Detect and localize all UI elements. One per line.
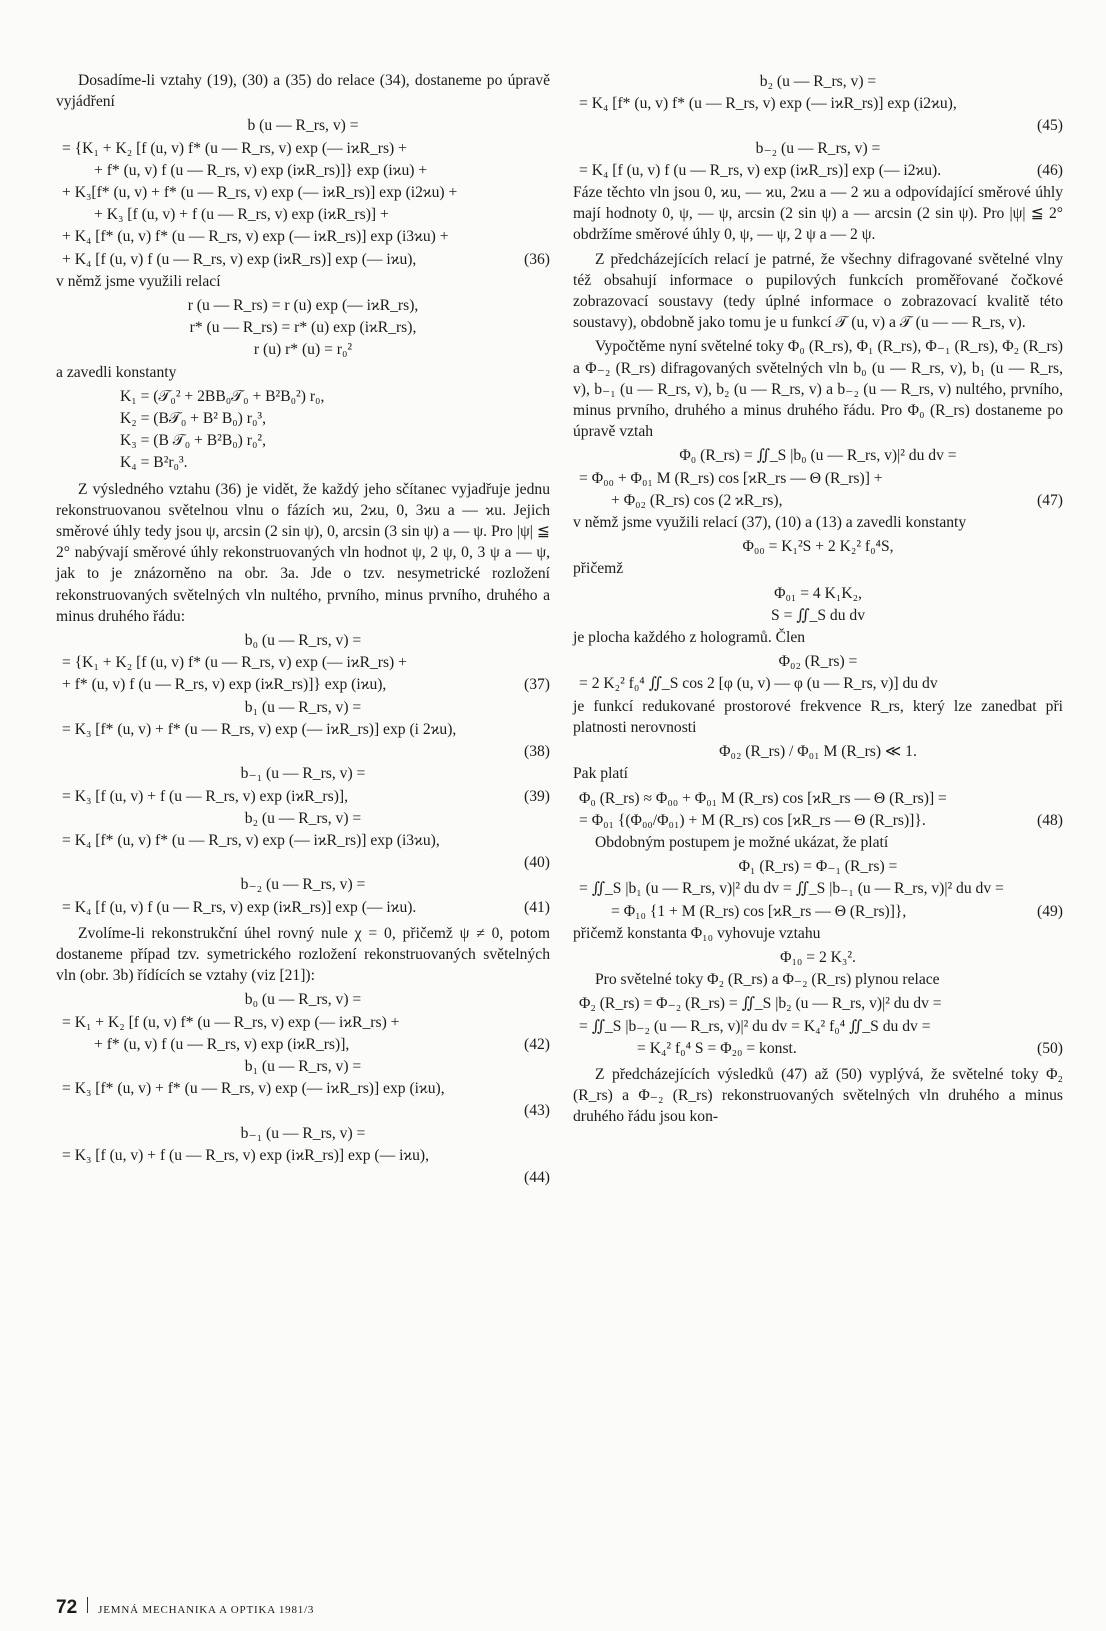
equation-number: (41) bbox=[524, 898, 550, 916]
constants-intro: a zavedli konstanty bbox=[56, 363, 177, 381]
relations-block bbox=[56, 295, 550, 361]
equation-number: (38) bbox=[524, 743, 550, 761]
equation-line: = K₃ [f (u, v) + f (u — R_rs, v) exp (iϰR_rs)], bbox=[62, 787, 348, 805]
equation-line: Φ₀₂ (R_rs) = bbox=[778, 653, 858, 671]
equation-line: = K₃ [f* (u, v) + f* (u — R_rs, v) exp (— iϰR_rs)] exp (iϰu), bbox=[62, 1080, 445, 1098]
equation-50 bbox=[573, 993, 1063, 1059]
equation-line: b₋₁ (u — R_rs, v) = bbox=[240, 1124, 366, 1142]
equation-49 bbox=[573, 856, 1063, 922]
equation-line: = Φ₁₀ {1 + M (R_rs) cos [ϰR_rs — Θ (R_rs)]}, bbox=[611, 902, 907, 920]
equation-line: b₋₂ (u — R_rs, v) = bbox=[755, 139, 881, 157]
equation-line: + f* (u, v) f (u — R_rs, v) exp (iϰR_rs)]} exp (iϰu), bbox=[62, 676, 387, 694]
equation-line: = 2 K₂² f₀⁴ ∬_S cos 2 [φ (u, v) — φ (u — R_rs, v)] du dv bbox=[579, 675, 938, 693]
equation-line: b₂ (u — R_rs, v) = bbox=[244, 809, 362, 827]
equation-line: b₀ (u — R_rs, v) = bbox=[244, 991, 362, 1009]
used-relations-paragraph: v němž jsme využili relací (37), (10) a (13) a zavedli konstanty bbox=[573, 514, 967, 532]
constant-paragraph: přičemž konstanta Φ₁₀ vyhovuje vztahu bbox=[573, 924, 821, 942]
flux-paragraph: Vypočtěme nyní světelné toky Φ₀ (R_rs), Φ₁ (R_rs), Φ₋₁ (R_rs), Φ₂ (R_rs) a Φ₋₂ (R_rs) difragovaných světelných vln b₀ (u — R_rs, v), b₁ (u — R_rs, v), b₋₁ (u — R_rs, v), b₂ (u — R_rs, v) a b₋₂ (u — R_rs, v) nultého, prvního, minus prvního, druhého a minus druhého řádu. Pro Φ₀ (R_rs) dostaneme po úpravě vztah bbox=[573, 338, 1063, 441]
equation-40 bbox=[56, 808, 550, 874]
relations-intro: v němž jsme využili relací bbox=[56, 272, 221, 290]
constant-line: K₄ = B²r₀³. bbox=[120, 454, 188, 472]
equation-line: = K₃ [f (u, v) + f (u — R_rs, v) exp (iϰR_rs)] exp (— iϰu), bbox=[62, 1146, 430, 1164]
relation-line: r* (u — R_rs) = r* (u) exp (iϰR_rs), bbox=[189, 319, 417, 337]
constants-block bbox=[56, 386, 550, 474]
equation-number: (45) bbox=[1037, 117, 1063, 135]
equation-41 bbox=[56, 874, 550, 917]
symmetric-case-paragraph: Zvolíme-li rekonstrukční úhel rovný nule χ = 0, přičemž ψ ≠ 0, potom dostaneme případ tzv. symetrického rozložení rekonstruovaných světelných vln (obr. 3b) řídících se vztahy (viz [21]): bbox=[56, 924, 550, 985]
equation-line: b₋₁ (u — R_rs, v) = bbox=[240, 765, 366, 783]
equation-43 bbox=[56, 1056, 550, 1122]
equation-line: b₀ (u — R_rs, v) = bbox=[244, 632, 362, 650]
inequality: Φ₀₂ (R_rs) / Φ₀₁ M (R_rs) ≪ 1. bbox=[719, 743, 917, 761]
pricemz-label: přičemž bbox=[573, 560, 624, 578]
equation-line: = K₄ [f* (u, v) f* (u — R_rs, v) exp (— iϰR_rs)] exp (i3ϰu), bbox=[62, 831, 440, 849]
equation-line: Φ₀ (R_rs) ≈ Φ₀₀ + Φ₀₁ M (R_rs) cos [ϰR_rs — Θ (R_rs)] = bbox=[579, 789, 947, 807]
footer-divider bbox=[87, 1597, 88, 1613]
page-footer bbox=[56, 1595, 314, 1621]
constant-line: K₂ = (B𝒯₀ + B² B₀) r₀³, bbox=[120, 410, 266, 428]
equation-number: (44) bbox=[524, 1168, 550, 1186]
equation-line: = {K₁ + K₂ [f (u, v) f* (u — R_rs, v) exp (— iϰR_rs) + bbox=[62, 139, 407, 157]
equation-number: (46) bbox=[1037, 161, 1063, 179]
relation-line: r (u — R_rs) = r (u) exp (— iϰR_rs), bbox=[187, 297, 419, 315]
equation-line: b₂ (u — R_rs, v) = bbox=[759, 73, 877, 90]
equation-36 bbox=[56, 115, 550, 269]
equation-number: (49) bbox=[1037, 902, 1063, 920]
pak-plati-label: Pak platí bbox=[573, 765, 629, 783]
equation-42 bbox=[56, 989, 550, 1055]
equation-number: (47) bbox=[1037, 491, 1063, 509]
left-column bbox=[56, 70, 550, 1571]
page-number: 72 bbox=[56, 1597, 78, 1618]
equation-39 bbox=[56, 763, 550, 806]
equation-45 bbox=[573, 71, 1063, 137]
equation-line: + K₄ [f (u, v) f (u — R_rs, v) exp (iϰR_rs)] exp (— iϰu), bbox=[62, 250, 417, 268]
intro-paragraph: Dosadíme-li vztahy (19), (30) a (35) do relace (34), dostaneme po úpravě vyjádření bbox=[56, 72, 550, 111]
equation-number: (40) bbox=[524, 854, 550, 872]
equation-38 bbox=[56, 697, 550, 763]
equation-line: = {K₁ + K₂ [f (u, v) f* (u — R_rs, v) exp (— iϰR_rs) + bbox=[62, 654, 407, 672]
equation-line: = Φ₀₁ {(Φ₀₀/Φ₀₁) + M (R_rs) cos [ϰR_rs — Θ (R_rs)]}. bbox=[579, 811, 926, 829]
equation-line: + f* (u, v) f (u — R_rs, v) exp (iϰR_rs)], bbox=[94, 1035, 350, 1053]
equation-line: + Φ₀₂ (R_rs) cos (2 ϰR_rs), bbox=[611, 491, 783, 509]
equation-line: = K₃ [f* (u, v) + f* (u — R_rs, v) exp (— iϰR_rs)] exp (i 2ϰu), bbox=[62, 720, 457, 738]
equation-line: = K₄ [f (u, v) f (u — R_rs, v) exp (iϰR_rs)] exp (— iϰu). bbox=[62, 898, 417, 916]
equation-line: + f* (u, v) f (u — R_rs, v) exp (iϰR_rs)]} exp (iϰu) + bbox=[94, 161, 428, 179]
equation-47 bbox=[573, 445, 1063, 511]
equation-line: = K₄ [f (u, v) f (u — R_rs, v) exp (iϰR_rs)] exp (— i2ϰu). bbox=[579, 161, 942, 179]
function-paragraph: je funkcí redukované prostorové frekvence R_rs, který lze zanedbat při platnosti nerovnosti bbox=[573, 697, 1063, 736]
phi10-definition: Φ₁₀ = 2 K₃². bbox=[780, 948, 856, 966]
equation-line: Φ₀ (R_rs) = ∬_S |b₀ (u — R_rs, v)|² du dv = bbox=[679, 447, 957, 465]
equation-number: (42) bbox=[524, 1035, 550, 1053]
equation-line: Φ₁ (R_rs) = Φ₋₁ (R_rs) = bbox=[738, 858, 898, 876]
area-paragraph: je plocha každého z hologramů. Člen bbox=[573, 629, 806, 647]
equation-number: (48) bbox=[1037, 811, 1063, 829]
equation-number: (37) bbox=[524, 676, 550, 694]
flux2-paragraph: Pro světelné toky Φ₂ (R_rs) a Φ₋₂ (R_rs) plynou relace bbox=[595, 971, 940, 989]
equation-line: = ∬_S |b₋₂ (u — R_rs, v)|² du dv = K₄² f₀⁴ ∬_S du dv = bbox=[579, 1017, 931, 1035]
equation-44 bbox=[56, 1123, 550, 1189]
equation-line: Φ₂ (R_rs) = Φ₋₂ (R_rs) = ∬_S |b₂ (u — R_rs, v)|² du dv = bbox=[579, 995, 942, 1013]
phi02-definition bbox=[573, 651, 1063, 694]
phi01-definition: Φ₀₁ = 4 K₁K₂, bbox=[774, 584, 862, 602]
equation-number: (36) bbox=[524, 250, 550, 268]
final-paragraph: Z předcházejících výsledků (47) až (50) vyplývá, že světelné toky Φ₂ (R_rs) a Φ₋₂ (R_rs) rekonstruovaných světelných vln druhého a minus druhého řádu jsou kon- bbox=[573, 1065, 1063, 1126]
relation-line: r (u) r* (u) = r₀² bbox=[253, 341, 353, 359]
similar-paragraph: Obdobným postupem je možné ukázat, že platí bbox=[595, 833, 889, 851]
constant-line: K₁ = (𝒯₀² + 2BB₀𝒯₀ + B²B₀²) r₀, bbox=[120, 387, 325, 405]
equation-line: b₁ (u — R_rs, v) = bbox=[244, 698, 362, 716]
equation-line: + K₃[f* (u, v) + f* (u — R_rs, v) exp (— iϰR_rs)] exp (i2ϰu) + bbox=[62, 184, 458, 202]
equation-line: = K₄² f₀⁴ S = Φ₂₀ = konst. bbox=[637, 1039, 797, 1057]
equation-line: = Φ₀₀ + Φ₀₁ M (R_rs) cos [ϰR_rs — Θ (R_rs)] + bbox=[579, 469, 883, 487]
phi00-definition: Φ₀₀ = K₁²S + 2 K₂² f₀⁴S, bbox=[742, 538, 894, 556]
equation-37 bbox=[56, 630, 550, 696]
equation-line: + K₄ [f* (u, v) f* (u — R_rs, v) exp (— iϰR_rs)] exp (i3ϰu) + bbox=[62, 228, 449, 246]
equation-line: = ∬_S |b₁ (u — R_rs, v)|² du dv = ∬_S |b₋₁ (u — R_rs, v)|² du dv = bbox=[579, 880, 1004, 898]
equation-number: (43) bbox=[524, 1102, 550, 1120]
constant-line: K₃ = (B 𝒯₀ + B²B₀) r₀², bbox=[120, 432, 266, 450]
equation-line: = K₄ [f* (u, v) f* (u — R_rs, v) exp (— iϰR_rs)] exp (i2ϰu), bbox=[579, 95, 957, 113]
journal-name: JEMNÁ MECHANIKA A OPTIKA 1981/3 bbox=[98, 1604, 315, 1616]
equation-line: b₋₂ (u — R_rs, v) = bbox=[240, 876, 366, 894]
area-definition: S = ∬_S du dv bbox=[771, 606, 865, 624]
information-paragraph: Z předcházejících relací je patrné, že všechny difragované světelné vlny též obsahují informace o pupilových funkcích proměřované čočkové zobrazovací soustavy (tedy úplné informace o zobrazovací kvalitě této soustavy), obdobně jako tomu je u funkcí 𝒯 (u, v) a 𝒯 (u — — R_rs, v). bbox=[573, 250, 1063, 332]
phases-paragraph: Fáze těchto vln jsou 0, ϰu, — ϰu, 2ϰu a — 2 ϰu a odpovídající směrové úhly mají hodnoty 0, ψ, — ψ, arcsin (2 sin ψ) a — arcsin (2 sin ψ). Pro |ψ| ≦ 2° obdržíme směrové úhly 0, ψ, — ψ, 2 ψ a — 2 ψ. bbox=[573, 184, 1063, 244]
equation-line: b (u — R_rs, v) = bbox=[247, 117, 359, 135]
right-column bbox=[573, 70, 1063, 1571]
equation-line: b₁ (u — R_rs, v) = bbox=[244, 1057, 362, 1075]
equation-line: = K₁ + K₂ [f (u, v) f* (u — R_rs, v) exp (— iϰR_rs) + bbox=[62, 1013, 400, 1031]
equation-46 bbox=[573, 138, 1063, 181]
equation-48 bbox=[573, 788, 1063, 831]
equation-number: (39) bbox=[524, 787, 550, 805]
result-paragraph: Z výsledného vztahu (36) je vidět, že každý jeho sčítanec vyjadřuje jednu rekonstruovanou světelnou vlnu o fázích ϰu, 2ϰu, 0, 3ϰu a — ϰu. Jejich směrové úhly tedy jsou ψ, arcsin (2 sin ψ), 0, arcsin (3 sin ψ) a — ψ. Pro |ψ| ≦ 2° nabývají směrové úhly rekonstruovaných vln hodnot ψ, 2 ψ, 0, 3 ψ a — ψ, jak to je znázorněno na obr. 3a. Jde o tzv. nesymetrické rozložení rekonstruovaných světelných vln nultého, prvního, minus prvního, druhého a minus druhého řádu: bbox=[56, 480, 550, 625]
equation-number: (50) bbox=[1037, 1039, 1063, 1057]
equation-line: + K₃ [f (u, v) + f (u — R_rs, v) exp (iϰR_rs)] + bbox=[94, 206, 389, 224]
